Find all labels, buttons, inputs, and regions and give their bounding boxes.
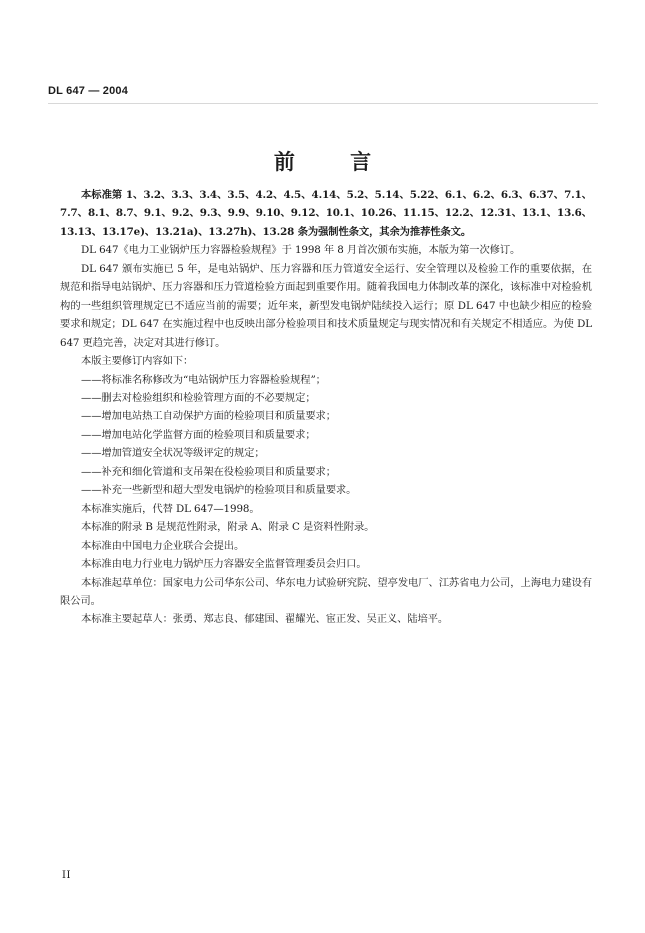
drafters-paragraph: 本标准主要起草人：张勇、郑志良、郁建国、翟耀光、宦正发、吴正义、陆培平。 <box>81 613 449 626</box>
change-item: ——补充一些新型和超大型发电锅炉的检验项目和质量要求。 <box>81 484 357 497</box>
header-divider <box>48 103 598 104</box>
proposer-paragraph: 本标准由中国电力企业联合会提出。 <box>81 539 245 552</box>
change-item: ——补充和细化管道和支吊架在役检验项目和质量要求； <box>81 465 336 478</box>
mandatory-clauses-paragraph: 本标准第 1、3.2、3.3、3.4、3.5、4.2、4.5、4.14、5.2、5.14、5.22、6.1、6.2、6.3、6.37、7.1、7.7、8.1、8.7、9.1、9.2、9.3、9.9、9.10、9.12、10.1、10.26、11.15、12.2、12.31、13.1、13.6、13.13、13.17e)、13.21a)、13.27h)、13.28 条为强制性条文，其余为推荐性条文。 <box>60 189 592 238</box>
change-item: ——增加管道安全状况等级评定的规定； <box>81 447 265 460</box>
foreword-body <box>60 186 592 629</box>
administration-paragraph: 本标准由电力行业电力锅炉压力容器安全监督管理委员会归口。 <box>81 558 367 571</box>
change-item: ——增加电站化学监督方面的检验项目和质量要求； <box>81 428 316 441</box>
first-issue-paragraph: DL 647《电力工业锅炉压力容器检验规程》于 1998 年 8 月首次颁布实施，本版为第一次修订。 <box>81 244 521 257</box>
drafting-units-paragraph: 本标准起草单位：国家电力公司华东公司、华东电力试验研究院、望亭发电厂、江苏省电力公司，上海电力建设有限公司。 <box>60 576 592 607</box>
main-changes-heading: 本版主要修订内容如下： <box>81 355 194 368</box>
change-item: ——删去对检验组织和检验管理方面的不必要规定； <box>81 391 316 404</box>
revision-reason-paragraph: DL 647 颁布实施已 5 年，是电站锅炉、压力容器和压力管道安全运行、安全管理以及检验工作的重要依据，在规范和指导电站锅炉、压力容器和压力管道检验方面起到重要作用。随着我国电力体制改革的深化，该标准中对检验机构的一些组织管理规定已不适应当前的需要；近年来，新型发电锅炉陆续投入运行；原 DL 647 中也缺少相应的检验要求和规定；DL 647 在实施过程中也反映出部分检验项目和技术质量规定与现实情况和有关规定不相适应。为使 DL 647 更趋完善，决定对其进行修订。 <box>60 262 592 349</box>
change-item: ——将标准名称修改为“电站锅炉压力容器检验规程”； <box>81 373 326 386</box>
change-item: ——增加电站热工自动保护方面的检验项目和质量要求； <box>81 410 336 423</box>
replacement-paragraph: 本标准实施后，代替 DL 647—1998。 <box>81 502 260 515</box>
page-number: II <box>62 870 71 881</box>
document-code: DL 647 — 2004 <box>48 85 129 97</box>
page-title: 前 言 <box>273 149 396 174</box>
appendix-paragraph: 本标准的附录 B 是规范性附录，附录 A、附录 C 是资料性附录。 <box>81 521 375 534</box>
